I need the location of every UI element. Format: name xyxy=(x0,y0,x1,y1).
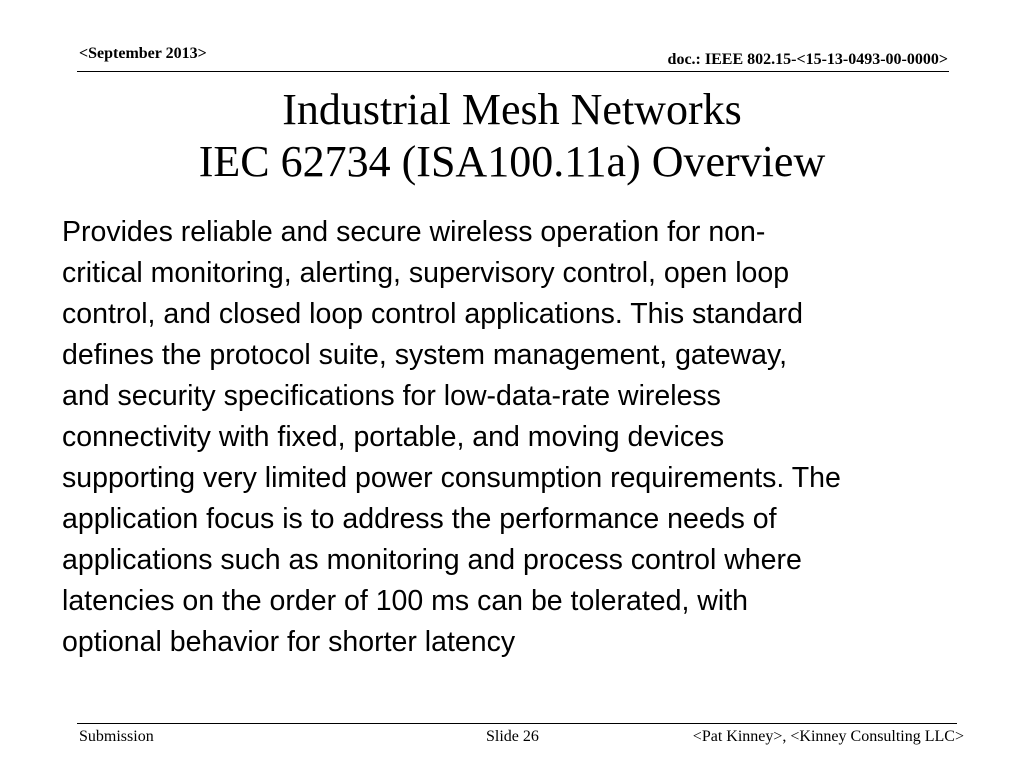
slide-body xyxy=(62,212,1002,663)
header-doc-id: doc.: IEEE 802.15-<15-13-0493-00-0000> xyxy=(667,51,948,68)
body-line: critical monitoring, alerting, supervisory control, open loop xyxy=(62,257,790,289)
slide-title-line-2: IEC 62734 (ISA100.11a) Overview xyxy=(198,137,826,186)
footer-slide-number: Slide 26 xyxy=(486,728,539,745)
body-line: control, and closed loop control applications. This standard xyxy=(62,298,803,330)
body-line: application focus is to address the performance needs of xyxy=(62,503,777,535)
body-line: supporting very limited power consumption requirements. The xyxy=(62,462,841,494)
body-line: connectivity with fixed, portable, and moving devices xyxy=(62,421,725,453)
body-line: Provides reliable and secure wireless operation for non- xyxy=(62,216,766,248)
footer-divider xyxy=(77,723,957,724)
slide-title-line-1: Industrial Mesh Networks xyxy=(282,85,742,134)
header-divider xyxy=(77,71,949,72)
body-line: applications such as monitoring and process control where xyxy=(62,544,802,576)
body-line: defines the protocol suite, system management, gateway, xyxy=(62,339,788,371)
body-line: latencies on the order of 100 ms can be tolerated, with xyxy=(62,585,748,617)
body-line: and security specifications for low-data-rate wireless xyxy=(62,380,721,412)
header-date: <September 2013> xyxy=(79,45,207,62)
footer-author: <Pat Kinney>, <Kinney Consulting LLC> xyxy=(692,728,964,745)
slide-title xyxy=(0,84,1024,188)
body-line: optional behavior for shorter latency xyxy=(62,626,516,658)
footer-submission: Submission xyxy=(79,728,154,745)
